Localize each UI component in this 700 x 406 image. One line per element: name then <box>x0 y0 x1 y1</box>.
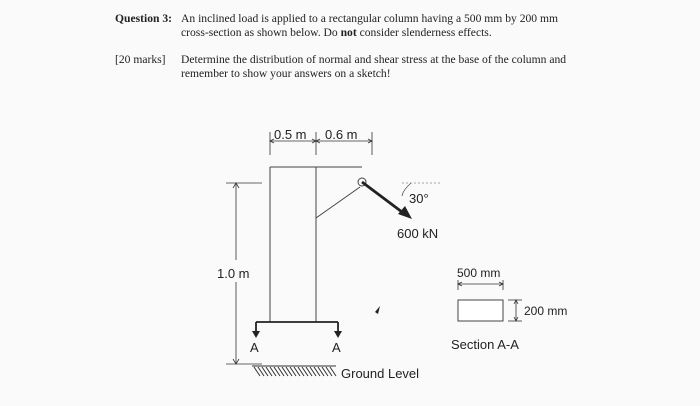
section-cut-line <box>256 322 338 336</box>
section-label-right: A <box>332 340 341 355</box>
dim-top-left-label: 0.5 m <box>274 127 307 142</box>
section-depth-dimension <box>508 300 522 321</box>
angle-label: 30° <box>409 191 429 206</box>
load-arrow <box>362 182 412 219</box>
height-label: 1.0 m <box>217 266 250 281</box>
section-arrow-left <box>252 331 260 338</box>
cross-section-rectangle <box>458 300 503 321</box>
cursor-mark <box>375 306 380 314</box>
task-line-1: Determine the distribution of normal and shear stress at the base of the column and <box>181 53 567 66</box>
section-arrow-right <box>334 331 342 338</box>
section-depth-label: 200 mm <box>524 304 568 318</box>
section-width-label: 500 mm <box>457 266 501 280</box>
section-label-left: A <box>250 340 259 355</box>
question-label: Question 3: <box>115 12 173 25</box>
question-line-2-bold: not <box>340 26 357 39</box>
ground-hatching <box>252 366 336 376</box>
question-line-2-pre: cross-section as shown below. Do <box>181 26 341 39</box>
load-label: 600 kN <box>397 226 439 241</box>
task-line-2: remember to show your answers on a sketch! <box>181 67 391 80</box>
marks-label: [20 marks] <box>115 53 166 66</box>
section-width-dimension <box>458 280 503 290</box>
question-line-2-post: consider slenderness effects. <box>356 26 492 39</box>
ground-level-label: Ground Level <box>341 366 420 381</box>
question-line-1: An inclined load is applied to a rectangular column having a 500 mm by 200 mm <box>181 12 559 25</box>
dim-top-right-label: 0.6 m <box>325 127 358 142</box>
column-outline <box>270 167 366 322</box>
section-title: Section A-A <box>451 337 519 352</box>
